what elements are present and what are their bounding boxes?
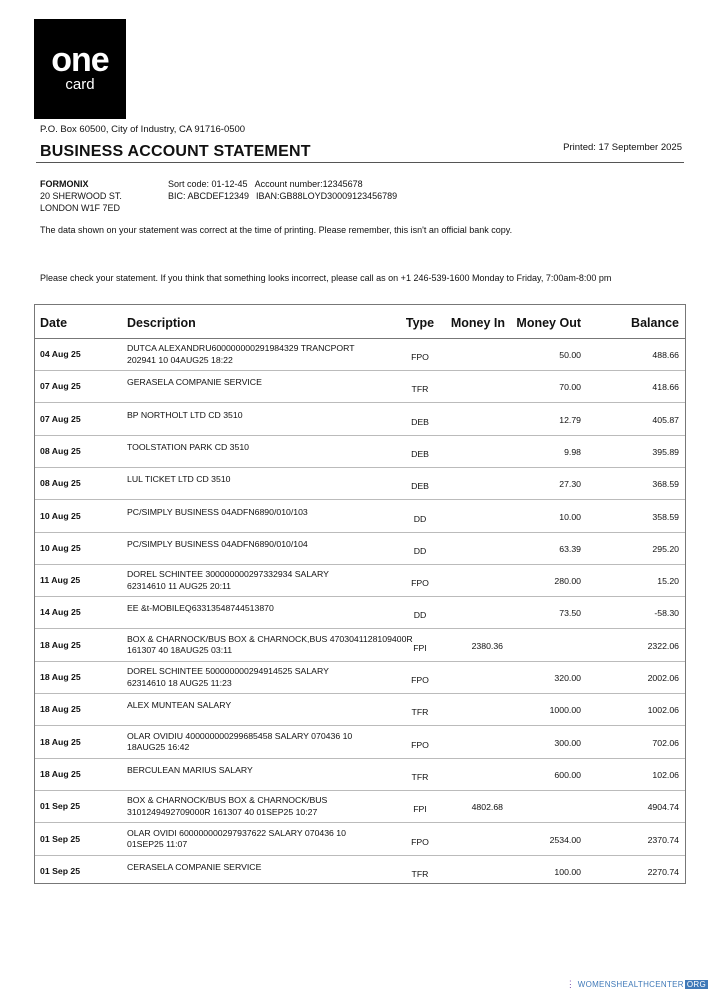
- row-money-out: 9.98: [564, 446, 581, 457]
- row-date: 11 Aug 25: [40, 575, 81, 586]
- header-description: Description: [127, 316, 196, 330]
- row-type: DEB: [411, 416, 429, 427]
- logo-text-card: card: [65, 76, 95, 93]
- row-balance: 2370.74: [647, 834, 679, 845]
- table-row: [35, 564, 685, 597]
- row-money-out: 100.00: [554, 866, 581, 877]
- row-type: FPO: [411, 352, 429, 362]
- row-date: 08 Aug 25: [40, 445, 81, 456]
- header-money-out: Money Out: [516, 316, 581, 330]
- row-description: EE &t-MOBILEQ63313548744513870: [127, 603, 274, 614]
- row-money-out: 73.50: [559, 608, 581, 619]
- table-row: [35, 338, 685, 371]
- row-balance: 2002.06: [647, 673, 679, 683]
- row-description: OLAR OVIDIU 400000000299685458 SALARY 070436 10 18AUG25 16:42: [127, 730, 353, 753]
- row-type: FPI: [413, 804, 427, 815]
- row-type: DEB: [411, 481, 429, 492]
- account-number: Account number:12345678: [254, 179, 363, 189]
- row-description: TOOLSTATION PARK CD 3510: [127, 441, 249, 452]
- sort-code: Sort code: 01-12-45: [168, 179, 248, 189]
- table-row: [35, 855, 685, 887]
- row-money-in: 4802.68: [471, 802, 503, 813]
- row-date: 10 Aug 25: [40, 542, 81, 553]
- row-money-out: 2534.00: [549, 834, 581, 845]
- table-row: [35, 435, 685, 468]
- row-date: 01 Sep 25: [40, 865, 81, 876]
- row-money-out: 320.00: [554, 673, 581, 683]
- iban-code: IBAN:GB88LOYD30009123456789: [256, 191, 398, 201]
- table-row: [35, 661, 685, 694]
- watermark: [566, 979, 708, 990]
- account-holder-address-2: LONDON W1F 7ED: [40, 203, 121, 213]
- table-row: [35, 790, 685, 823]
- statement-contact-note: Please check your statement. If you think that something looks incorrect, please call as on +1 246-539-1600 Monday to Friday, 7:00am-8:00 pm: [40, 273, 612, 283]
- row-date: 07 Aug 25: [40, 381, 81, 392]
- row-balance: -58.30: [654, 608, 679, 619]
- row-money-out: 63.39: [559, 543, 581, 554]
- row-description: LUL TICKET LTD CD 3510: [127, 474, 231, 485]
- table-row: [35, 500, 685, 533]
- onecard-logo: [34, 19, 126, 119]
- row-date: 18 Aug 25: [40, 768, 81, 779]
- row-date: 18 Aug 25: [40, 639, 81, 650]
- row-description: BOX & CHARNOCK/BUS BOX & CHARNOCK/BUS 3101249492709000R 161307 40 01SEP25 10:27: [127, 795, 328, 817]
- account-holder: [40, 178, 122, 214]
- row-date: 18 Aug 25: [40, 672, 81, 682]
- row-balance: 395.89: [652, 446, 679, 457]
- row-balance: 102.06: [652, 769, 679, 780]
- row-type: FPO: [411, 739, 429, 750]
- row-balance: 15.20: [657, 576, 679, 587]
- transactions-table: [34, 304, 686, 884]
- row-money-out: 27.30: [559, 479, 581, 490]
- account-holder-name: FORMONIX: [40, 179, 89, 189]
- row-type: TFR: [411, 868, 429, 879]
- table-row: [35, 370, 685, 403]
- table-header: [35, 305, 685, 339]
- row-money-in: 2380.36: [471, 640, 503, 651]
- row-money-out: 300.00: [554, 737, 581, 748]
- row-balance: 418.66: [652, 382, 679, 393]
- row-description: CERASELA COMPANIE SERVICE: [127, 861, 262, 872]
- row-description: OLAR OVIDI 600000000297937622 SALARY 070436 10 01SEP25 11:07: [127, 827, 346, 849]
- table-row: [35, 596, 685, 629]
- header-balance: Balance: [631, 316, 679, 330]
- table-row: [35, 693, 685, 726]
- row-description: ALEX MUNTEAN SALARY: [127, 700, 232, 711]
- title-divider: [36, 162, 684, 163]
- row-type: DD: [413, 610, 427, 621]
- row-type: DEB: [411, 448, 429, 459]
- row-type: DD: [413, 513, 427, 524]
- row-type: TFR: [411, 707, 429, 718]
- row-description: PC/SIMPLY BUSINESS 04ADFN6890/010/104: [127, 538, 308, 549]
- row-description: DOREL SCHINTEE 500000000294914525 SALARY 62314610 18 AUG25 11:23: [127, 666, 329, 688]
- table-row: [35, 467, 685, 500]
- row-type: TFR: [411, 384, 429, 395]
- row-money-out: 280.00: [554, 576, 581, 587]
- table-row: [35, 726, 685, 759]
- row-type: TFR: [411, 771, 429, 782]
- row-balance: 2322.06: [647, 640, 679, 651]
- row-type: DD: [413, 545, 427, 556]
- table-row: [35, 758, 685, 791]
- watermark-text: WOMENSHEALTHCENTER: [577, 980, 684, 989]
- row-balance: 295.20: [652, 543, 679, 554]
- row-description: DOREL SCHINTEE 300000000297332934 SALARY 62314610 11 AUG25 20:11: [127, 569, 329, 591]
- header-type: Type: [405, 316, 435, 330]
- row-balance: 358.59: [652, 511, 679, 522]
- row-date: 18 Aug 25: [40, 736, 81, 747]
- table-row: [35, 629, 685, 662]
- row-money-out: 10.00: [559, 511, 581, 522]
- header-money-in: Money In: [450, 316, 505, 330]
- table-row: [35, 403, 685, 436]
- row-description: BP NORTHOLT LTD CD 3510: [127, 409, 243, 420]
- logo-text-one: one: [51, 41, 109, 79]
- row-date: 14 Aug 25: [40, 607, 81, 618]
- row-date: 01 Sep 25: [40, 833, 81, 844]
- row-description: PC/SIMPLY BUSINESS 04ADFN6890/010/103: [127, 506, 308, 517]
- table-row: [35, 823, 685, 856]
- row-description: BOX & CHARNOCK/BUS BOX & CHARNOCK,BUS 4703041128109400R 161307 40 18AUG25 03:11: [127, 633, 413, 656]
- row-money-out: 600.00: [554, 769, 581, 780]
- row-money-out: 70.00: [559, 382, 581, 393]
- row-type: FPO: [411, 675, 429, 685]
- bic-code: BIC: ABCDEF12349: [168, 191, 250, 201]
- row-money-out: 12.79: [559, 414, 581, 425]
- row-description: BERCULEAN MARIUS SALARY: [127, 764, 253, 775]
- account-details: [168, 178, 397, 202]
- printed-date: Printed: 17 September 2025: [563, 142, 682, 153]
- row-date: 07 Aug 25: [40, 413, 81, 424]
- watermark-suffix: ORG: [686, 980, 706, 989]
- row-balance: 405.87: [652, 414, 679, 425]
- row-balance: 368.59: [652, 479, 679, 490]
- row-type: FPI: [413, 642, 427, 653]
- row-date: 18 Aug 25: [40, 704, 81, 715]
- row-description: DUTCA ALEXANDRU600000000291984329 TRANCPORT 202941 10 04AUG25 18:22: [127, 343, 355, 365]
- statement-disclaimer: The data shown on your statement was correct at the time of printing. Please remember, this isn't an official bank copy.: [40, 225, 513, 235]
- row-balance: 488.66: [652, 350, 679, 360]
- bank-address: P.O. Box 60500, City of Industry, CA 91716-0500: [40, 124, 246, 135]
- watermark-dots-icon: ⋮: [565, 979, 576, 989]
- row-date: 08 Aug 25: [40, 478, 81, 489]
- row-type: FPO: [411, 836, 429, 847]
- row-type: FPO: [411, 578, 429, 589]
- row-money-out: 50.00: [559, 350, 581, 360]
- row-date: 10 Aug 25: [40, 510, 81, 521]
- row-money-out: 1000.00: [549, 705, 581, 716]
- account-holder-address-1: 20 SHERWOOD ST.: [40, 191, 122, 201]
- row-description: GERASELA COMPANIE SERVICE: [127, 377, 262, 388]
- row-balance: 1002.06: [647, 705, 679, 716]
- row-balance: 4904.74: [647, 802, 679, 813]
- header-date: Date: [40, 316, 68, 330]
- table-row: [35, 532, 685, 565]
- row-date: 01 Sep 25: [40, 801, 81, 812]
- row-date: 04 Aug 25: [40, 349, 81, 359]
- row-balance: 2270.74: [647, 866, 679, 877]
- page-title: BUSINESS ACCOUNT STATEMENT: [40, 143, 311, 160]
- row-balance: 702.06: [652, 737, 679, 748]
